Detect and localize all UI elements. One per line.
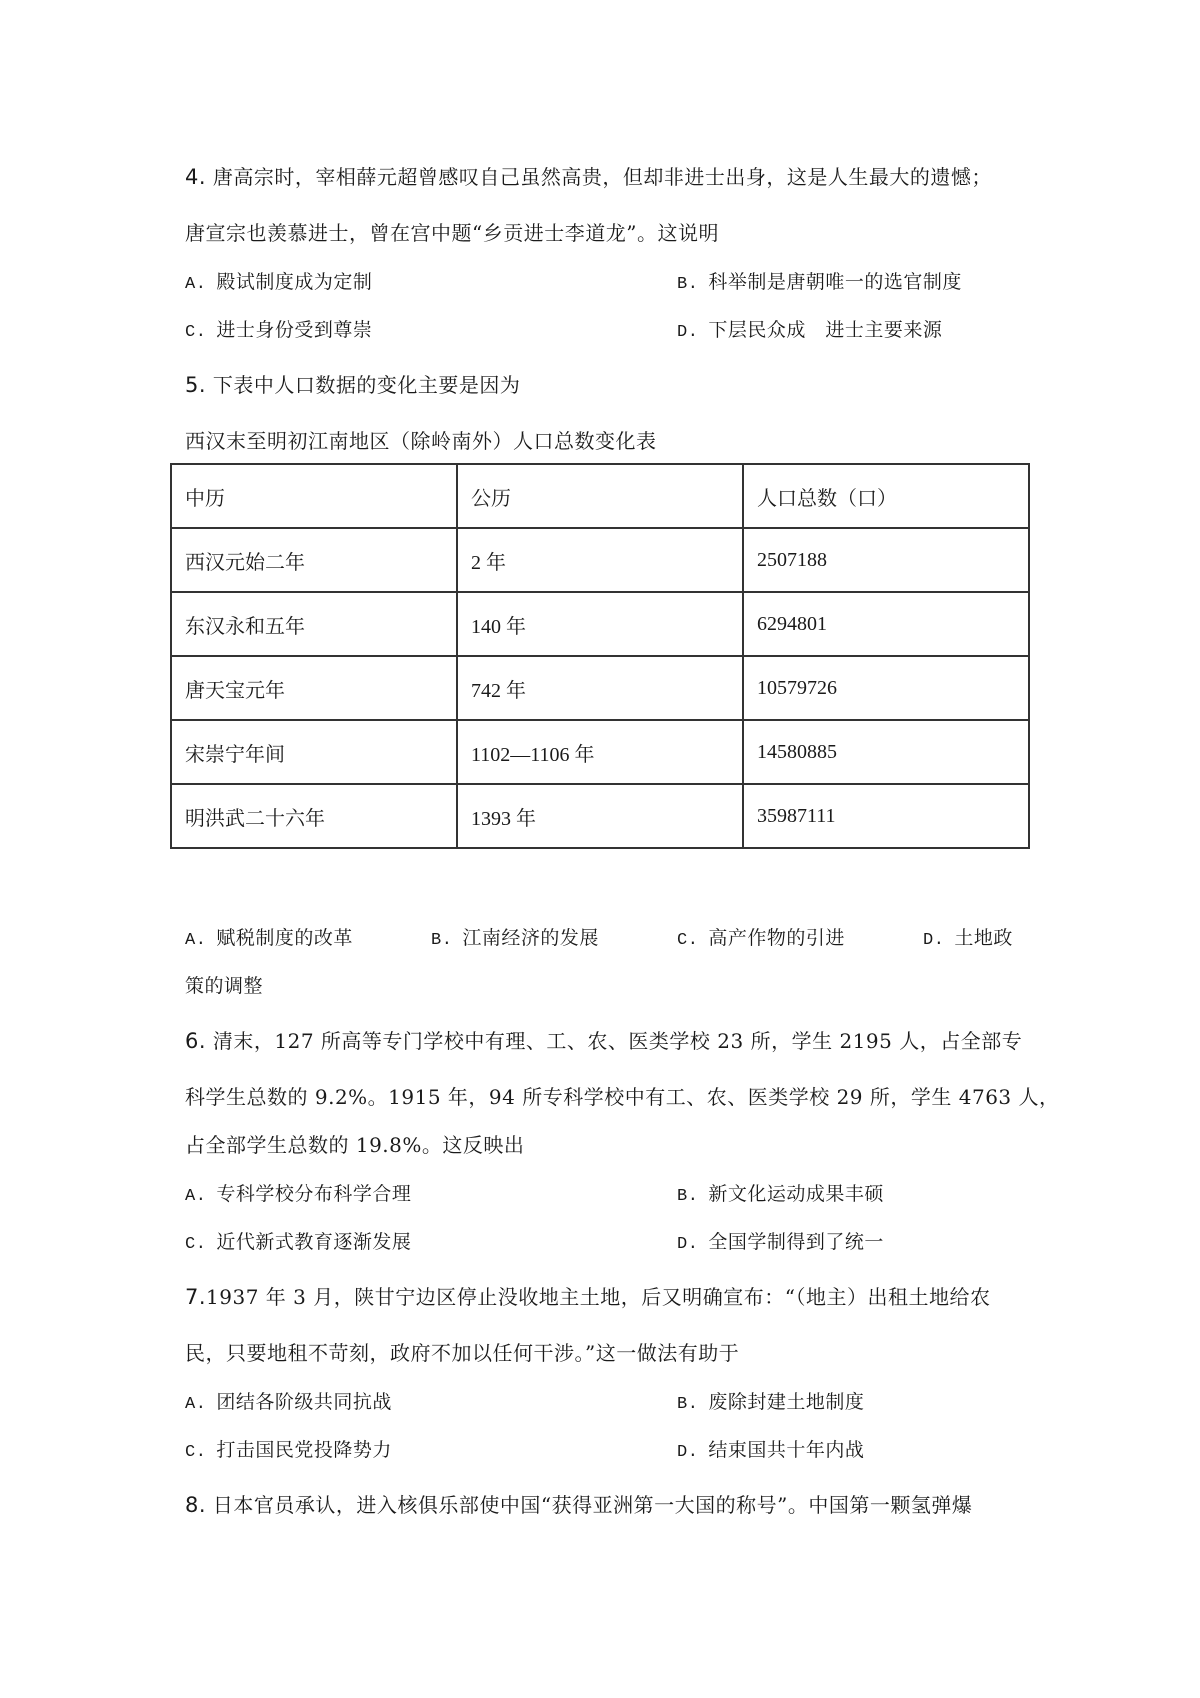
q5-option-d[interactable]: [923, 924, 1013, 955]
option-label: B.: [431, 931, 453, 950]
table-cell: 14580885: [743, 720, 1029, 784]
option-text: 江南经济的发展: [462, 927, 599, 949]
q5-stem-text: 下表中人口数据的变化主要是因为: [212, 373, 521, 397]
q5-table-caption: 西汉末至明初江南地区（除岭南外）人口总数变化表: [185, 429, 657, 453]
option-text: 废除封建土地制度: [708, 1391, 865, 1413]
q4-option-c[interactable]: [185, 316, 372, 347]
option-label: C.: [185, 1235, 207, 1254]
option-text: 科举制是唐朝唯一的选官制度: [708, 271, 962, 293]
q7-option-a[interactable]: [185, 1388, 392, 1419]
table-cell: 35987111: [743, 784, 1029, 848]
option-text: 新文化运动成果丰硕: [708, 1183, 884, 1205]
q4-option-a[interactable]: [185, 268, 372, 299]
option-label: D.: [677, 323, 699, 342]
table-cell: 明洪武二十六年: [171, 784, 457, 848]
q8-stem-text-1: 日本官员承认，进入核俱乐部使中国“获得亚洲第一大国的称号”。中国第一颗氢弹爆: [212, 1493, 973, 1517]
option-label: D.: [677, 1235, 699, 1254]
q4-number: 4.: [185, 165, 207, 189]
option-label: D.: [677, 1443, 699, 1462]
option-label: A.: [185, 931, 207, 950]
q5-option-c[interactable]: [677, 924, 845, 955]
option-text: 下层民众成 进士主要来源: [708, 319, 943, 341]
table-cell: 140 年: [457, 592, 743, 656]
table-cell: 宋崇宁年间: [171, 720, 457, 784]
option-text: 高产作物的引进: [708, 927, 845, 949]
q6-option-b[interactable]: [677, 1180, 884, 1211]
q6-stem-line-1: [185, 1026, 1022, 1056]
table-header-row: [171, 464, 1029, 528]
option-label: A.: [185, 275, 207, 294]
q7-option-c[interactable]: [185, 1436, 392, 1467]
option-label: D.: [923, 931, 945, 950]
q4-stem-line-1: [185, 162, 992, 192]
table-cell: 1102—1106 年: [457, 720, 743, 784]
table-row: [171, 784, 1029, 848]
table-header-cell: 人口总数（口）: [743, 464, 1029, 528]
option-label: C.: [185, 323, 207, 342]
table-row: [171, 656, 1029, 720]
option-text: 土地政: [954, 927, 1013, 949]
q5-option-b[interactable]: [431, 924, 599, 955]
table-header-cell: 公历: [457, 464, 743, 528]
table-cell: 742 年: [457, 656, 743, 720]
table-row: [171, 720, 1029, 784]
q4-option-b[interactable]: [677, 268, 962, 299]
q6-stem-text-1: 清末，127 所高等专门学校中有理、工、农、医类学校 23 所，学生 2195 人，占全部专: [212, 1029, 1023, 1053]
table-cell: 10579726: [743, 656, 1029, 720]
q6-number: 6.: [185, 1029, 207, 1053]
table-cell: 6294801: [743, 592, 1029, 656]
q6-option-c[interactable]: [185, 1228, 411, 1259]
q6-option-d[interactable]: [677, 1228, 884, 1259]
table-cell: 1393 年: [457, 784, 743, 848]
option-text: 赋税制度的改革: [216, 927, 353, 949]
q8-stem-line-1: [185, 1490, 972, 1520]
option-label: C.: [185, 1443, 207, 1462]
table-header-cell: 中历: [171, 464, 457, 528]
population-table: [170, 463, 1030, 849]
q6-stem-line-3: 占全部学生总数的 19.8%。这反映出: [185, 1133, 525, 1157]
table-cell: 2 年: [457, 528, 743, 592]
q6-stem-line-2: 科学生总数的 9.2%。1915 年，94 所专科学校中有工、农、医类学校 29 所，学生 4763 人，: [185, 1085, 1060, 1109]
table-row: [171, 592, 1029, 656]
q8-number: 8.: [185, 1493, 207, 1517]
option-text: 专科学校分布科学合理: [216, 1183, 412, 1205]
table-cell: 唐天宝元年: [171, 656, 457, 720]
option-text: 近代新式教育逐渐发展: [216, 1231, 412, 1253]
option-label: B.: [677, 275, 699, 294]
option-text: 殿试制度成为定制: [216, 271, 373, 293]
q7-option-b[interactable]: [677, 1388, 864, 1419]
q5-stem-line: [185, 370, 520, 400]
option-text: 全国学制得到了统一: [708, 1231, 884, 1253]
table-row: [171, 528, 1029, 592]
q5-option-a[interactable]: [185, 924, 353, 955]
q4-option-d[interactable]: [677, 316, 942, 347]
q5-option-d-continuation: 策的调整: [185, 975, 264, 997]
q5-number: 5.: [185, 373, 207, 397]
option-label: B.: [677, 1395, 699, 1414]
table-cell: 西汉元始二年: [171, 528, 457, 592]
q4-stem-line-2: 唐宣宗也羡慕进士，曾在宫中题“乡贡进士李道龙”。这说明: [185, 221, 719, 245]
q7-number: 7.: [185, 1285, 207, 1309]
q7-stem-text-1: 1937 年 3 月，陕甘宁边区停止没收地主土地，后又明确宣布：“（地主）出租土地给农: [206, 1285, 991, 1309]
q7-stem-line-1: [185, 1282, 990, 1312]
option-text: 结束国共十年内战: [708, 1439, 865, 1461]
option-text: 团结各阶级共同抗战: [216, 1391, 392, 1413]
option-text: 打击国民党投降势力: [216, 1439, 392, 1461]
option-label: A.: [185, 1395, 207, 1414]
option-label: B.: [677, 1187, 699, 1206]
q4-stem-text-1: 唐高宗时，宰相薛元超曾感叹自己虽然高贵，但却非进士出身，这是人生最大的遗憾；: [212, 165, 992, 189]
option-label: A.: [185, 1187, 207, 1206]
q6-option-a[interactable]: [185, 1180, 411, 1211]
q7-stem-line-2: 民，只要地租不苛刻，政府不加以任何干涉。”这一做法有助于: [185, 1341, 740, 1365]
option-text: 进士身份受到尊崇: [216, 319, 373, 341]
option-label: C.: [677, 931, 699, 950]
q7-option-d[interactable]: [677, 1436, 864, 1467]
table-cell: 东汉永和五年: [171, 592, 457, 656]
table-cell: 2507188: [743, 528, 1029, 592]
